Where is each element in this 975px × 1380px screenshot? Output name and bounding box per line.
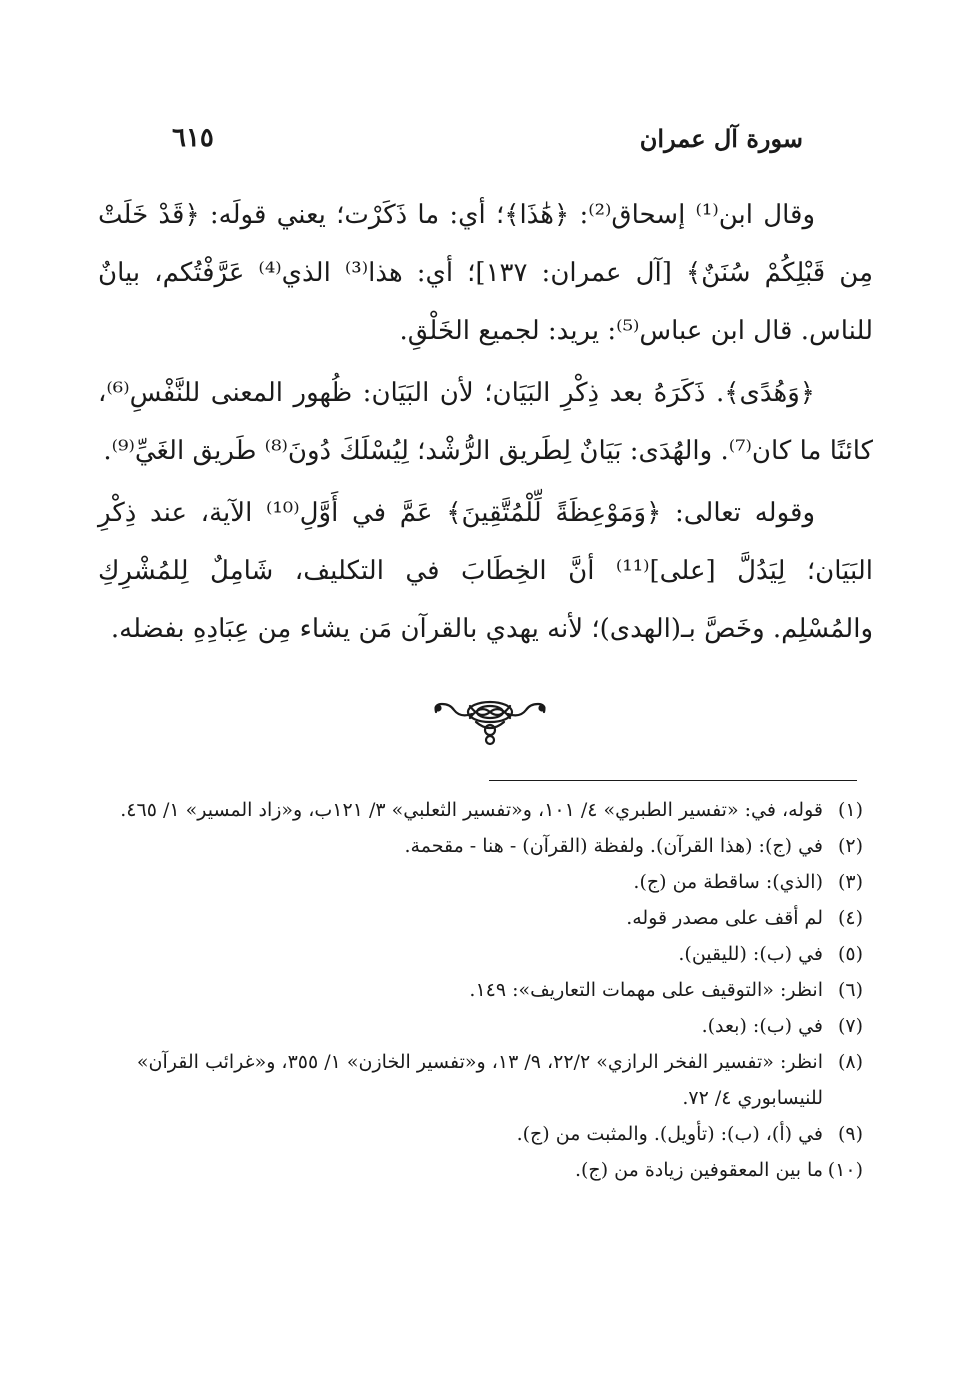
footnote-5 <box>103 936 863 972</box>
footnote-number: (٦) <box>837 979 863 1001</box>
footnote-6 <box>103 972 863 1008</box>
ornament-divider-icon <box>430 690 550 748</box>
paragraph-2: ﴿وَهُدًى﴾. ذَكَرَهُ بعد ذِكْرِ البَيَان؛ لأن البَيَان: ظُهور المعنى للنَّفْسِ⁽⁶⁾، كائنًا ما كان⁽⁷⁾. والهُدَى: بَيَانٌ لِطَريق الرُّشْد؛ لِيُسْلَكَ دُونَ⁽⁸⁾ طَريق الغَيِّ⁽⁹⁾. <box>98 378 873 466</box>
footnote-number: (٤) <box>837 907 863 929</box>
footnote-number: (١) <box>837 799 863 821</box>
footnote-text: انظر: «تفسير الفخر الرازي» ٢٢/٢، ٩/ ١٣، و«تفسير الخازن» ١/ ٣٥٥، و«غرائب القرآن» للنيسابوري ٤/ ٧٢. <box>136 1051 823 1109</box>
footnote-number: (٣) <box>837 871 863 893</box>
paragraph-1: وقال ابن⁽¹⁾ إسحاق⁽²⁾: ﴿هَٰذَا﴾؛ أي: ما ذَكَرْت؛ يعني قولَه: ﴿قَدْ خَلَتْ مِن قَبْلِكُمْ سُنَنٌ﴾ [آل عمران: ١٣٧]؛ أي: هذا⁽³⁾ الذي⁽⁴⁾ عَرَّفْتُكم، بيانٌ للناس. قال ابن عباس⁽⁵⁾: يريد: لجميع الخَلْقِ. <box>98 200 874 346</box>
page-number: ٦١٥ <box>172 123 214 153</box>
footnote-number: (٩) <box>837 1123 863 1145</box>
footnote-text: ما بين المعقوفين زيادة من (ج). <box>574 1159 823 1181</box>
footnote-text: في (أ)، (ب): (تأويل). والمثبت من (ج). <box>516 1123 823 1145</box>
footnote-number: (٥) <box>837 943 863 965</box>
running-header <box>172 118 803 158</box>
footnote-text: انظر: «التوقيف على مهمات التعاريف»: ١٤٩. <box>469 979 823 1001</box>
footnote-number: (١٠) <box>827 1159 863 1181</box>
footnotes <box>103 792 863 1188</box>
footnote-1 <box>103 792 863 828</box>
main-text <box>98 186 873 658</box>
footnote-separator <box>489 780 857 781</box>
footnote-text: في (ج): (هذا القرآن). ولفظة (القرآن) - هنا - مقحمة. <box>404 835 823 857</box>
footnote-number: (٨) <box>837 1051 863 1073</box>
footnote-3 <box>103 864 863 900</box>
footnote-8 <box>103 1044 863 1116</box>
footnote-10 <box>103 1152 863 1188</box>
footnote-text: في (ب): (لليقين). <box>678 943 823 965</box>
footnote-2 <box>103 828 863 864</box>
footnote-number: (٢) <box>837 835 863 857</box>
footnote-text: قوله، في: «تفسير الطبري» ٤/ ١٠١، و«تفسير الثعلبي» ٣/ ١٢١ب، و«زاد المسير» ١/ ٤٦٥. <box>120 799 823 821</box>
footnote-7 <box>103 1008 863 1044</box>
footnote-9 <box>103 1116 863 1152</box>
paragraph-3: وقوله تعالى: ﴿وَمَوْعِظَةً لِّلْمُتَّقِينَ﴾ عَمَّ في أَوَّلِ⁽¹⁰⁾ الآية، عند ذِكْرِ البَيَان؛ لِيَدُلَّ [على]⁽¹¹⁾ أنَّ الخِطَابَ في التكليف، شَامِلٌ لِلمُشْرِكِ والمُسْلِم. وخَصَّ بـ(الهدى)؛ لأنه يهدي بالقرآن مَن يشاء مِن عِبَادِهِ بفضله. <box>98 498 873 644</box>
footnote-number: (٧) <box>837 1015 863 1037</box>
footnote-text: (الذي): ساقطة من (ج). <box>633 871 823 893</box>
footnote-4 <box>103 900 863 936</box>
surah-title: سورة آل عمران <box>639 123 803 153</box>
footnote-text: لم أقف على مصدر قوله. <box>626 907 823 929</box>
footnote-text: في (ب): (بعد). <box>701 1015 823 1037</box>
